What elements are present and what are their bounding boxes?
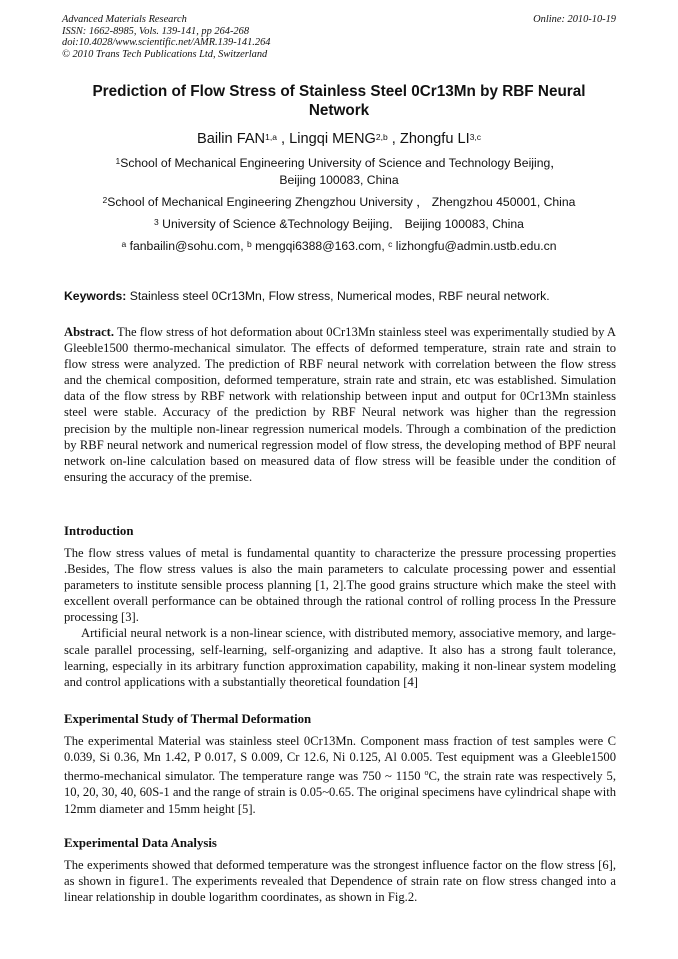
paper-title: Prediction of Flow Stress of Stainless Steel 0Cr13Mn by RBF Neural Network bbox=[92, 83, 586, 119]
thermal-text-a: The experimental Material was stainless steel 0Cr13Mn. Component mass fraction of test samples were C 0.039, Si 0.36, Mn 1.42, P 0.017, S 0.009, Cr 12.6, Ni 0.125, Al 0.005. Test equipment was a Gleeble1500 thermo-mechanical simulator. The temperature range was 750 ~ 1150 bbox=[64, 734, 616, 784]
thermal-paragraph bbox=[64, 733, 616, 817]
keywords-label: Keywords: bbox=[64, 289, 127, 303]
affiliation-2 bbox=[62, 194, 616, 211]
email-sup: b bbox=[247, 239, 252, 249]
affiliation-sup: 1 bbox=[115, 156, 121, 166]
abstract-text: The flow stress of hot deformation about 0Cr13Mn stainless steel was experimentally studied by A Gleeble1500 thermo-mechanical simulator. The effects of deformed temperature, strain rate and strain to flow stress were analyzed. The prediction of RBF neural network with correlation between the flow stress and the chemical composition, deformed temperature, strain rate and strain, etc was established. Simulation data of the flow stress by RBF network with relationship between input and output for 0Cr13Mn stainless steel were stable. Accuracy of the prediction by RBF Neural network was higher than the regression precision by the multiple non-linear regression numerical models. Through a combination of the prediction by RBF neural network and numerical regression model of flow stress, the developing method of BPF neural network on-line calculation based on measured data of flow stress will be feasible under the condition of ensuring the accuracy of the premise. bbox=[64, 325, 616, 484]
introduction-paragraph-2: Artificial neural network is a non-linear science, with distributed memory, associative memory, and large-scale parallel processing, self-learning, self-organizing and adaptive. It also has a strong fault tolerance, learning, especially in its arbitrary function approximation capability, making it non-linear system modeling and control applications with a substantially theoretical foundation [4] bbox=[64, 626, 616, 689]
introduction-paragraph-1: The flow stress values of metal is fundamental quantity to characterize the pressure processing properties .Besides, The flow stress values is also the main parameters to calculate processing power and essential parameters to institute sensible process planning [1, 2].The good grains structure which make the steel with excellent overall performance can be obtained through the rational control of rolling process In the Pressure processing [3]. bbox=[64, 546, 616, 625]
keywords bbox=[64, 288, 620, 304]
issn-line: ISSN: 1662-8985, Vols. 139-141, pp 264-268 bbox=[62, 25, 250, 37]
affiliation-text: University of Science &Technology Beijing． Beijing 100083, China bbox=[158, 217, 524, 231]
email-sup: a bbox=[121, 239, 127, 249]
email-text: fanbailin@sohu.com, bbox=[126, 239, 247, 253]
author-name: Bailin FAN bbox=[196, 131, 266, 147]
analysis-body bbox=[64, 857, 616, 905]
author-sup: 1,a bbox=[265, 132, 277, 142]
affiliation-1 bbox=[62, 155, 616, 189]
affiliation-sup: 2 bbox=[102, 195, 108, 205]
copyright-line: © 2010 Trans Tech Publications Ltd, Switzerland bbox=[62, 48, 268, 60]
journal-name: Advanced Materials Research bbox=[62, 14, 187, 25]
journal-meta bbox=[62, 14, 270, 60]
doi-line: doi:10.4028/www.scientific.net/AMR.139-141.264 bbox=[62, 37, 271, 49]
section-heading-analysis: Experimental Data Analysis bbox=[64, 836, 217, 850]
affiliation-text: School of Mechanical Engineering Zhengzhou University ， Zhengzhou 450001, China bbox=[107, 195, 576, 209]
affiliation-3 bbox=[62, 216, 616, 233]
author-name: Lingqi MENG bbox=[289, 131, 376, 147]
degree-sup: o bbox=[424, 768, 429, 778]
affiliation-text: School of Mechanical Engineering University of Science and Technology Beijing， bbox=[120, 156, 563, 170]
keywords-text: Stainless steel 0Cr13Mn, Flow stress, Numerical modes, RBF neural network. bbox=[126, 289, 550, 303]
author-sep: , bbox=[276, 131, 290, 147]
author-list bbox=[62, 129, 616, 149]
thermal-body bbox=[64, 733, 616, 817]
abstract bbox=[64, 324, 616, 485]
author-sup: 2,b bbox=[375, 132, 388, 142]
email-text: lizhongfu@admin.ustb.edu.cn bbox=[392, 239, 557, 253]
author-sep: , bbox=[387, 131, 400, 147]
affiliation-sup: 3 bbox=[154, 217, 159, 227]
email-sup: c bbox=[388, 239, 393, 249]
email-text: mengqi6388@163.com, bbox=[251, 239, 389, 253]
author-sup: 3,c bbox=[469, 132, 482, 142]
affiliation-text-line2: Beijing 100083, China bbox=[279, 173, 399, 187]
introduction-body bbox=[64, 545, 616, 690]
section-heading-thermal: Experimental Study of Thermal Deformation bbox=[64, 712, 312, 726]
thermal-text-b: C, the strain rate was respectively 5, 10, 20, 30, 40, 60S-1 and the range of strain is 0.05~0.65. The original specimens have cylindrical shape with 12mm diameter and 15mm height [5]. bbox=[64, 769, 616, 816]
section-heading-introduction: Introduction bbox=[64, 524, 134, 538]
analysis-paragraph: The experiments showed that deformed temperature was the strongest influence factor on the flow stress [6], as shown in figure1. The experiments revealed that Dependence of strain rate on flow stress changed into a linear relationship in double logarithm coordinates, as shown in Fig.2. bbox=[64, 858, 616, 905]
abstract-label: Abstract. bbox=[64, 325, 115, 339]
author-name: Zhongfu LI bbox=[399, 131, 470, 147]
online-date: Online: 2010-10-19 bbox=[533, 14, 616, 25]
email-list bbox=[62, 238, 616, 255]
